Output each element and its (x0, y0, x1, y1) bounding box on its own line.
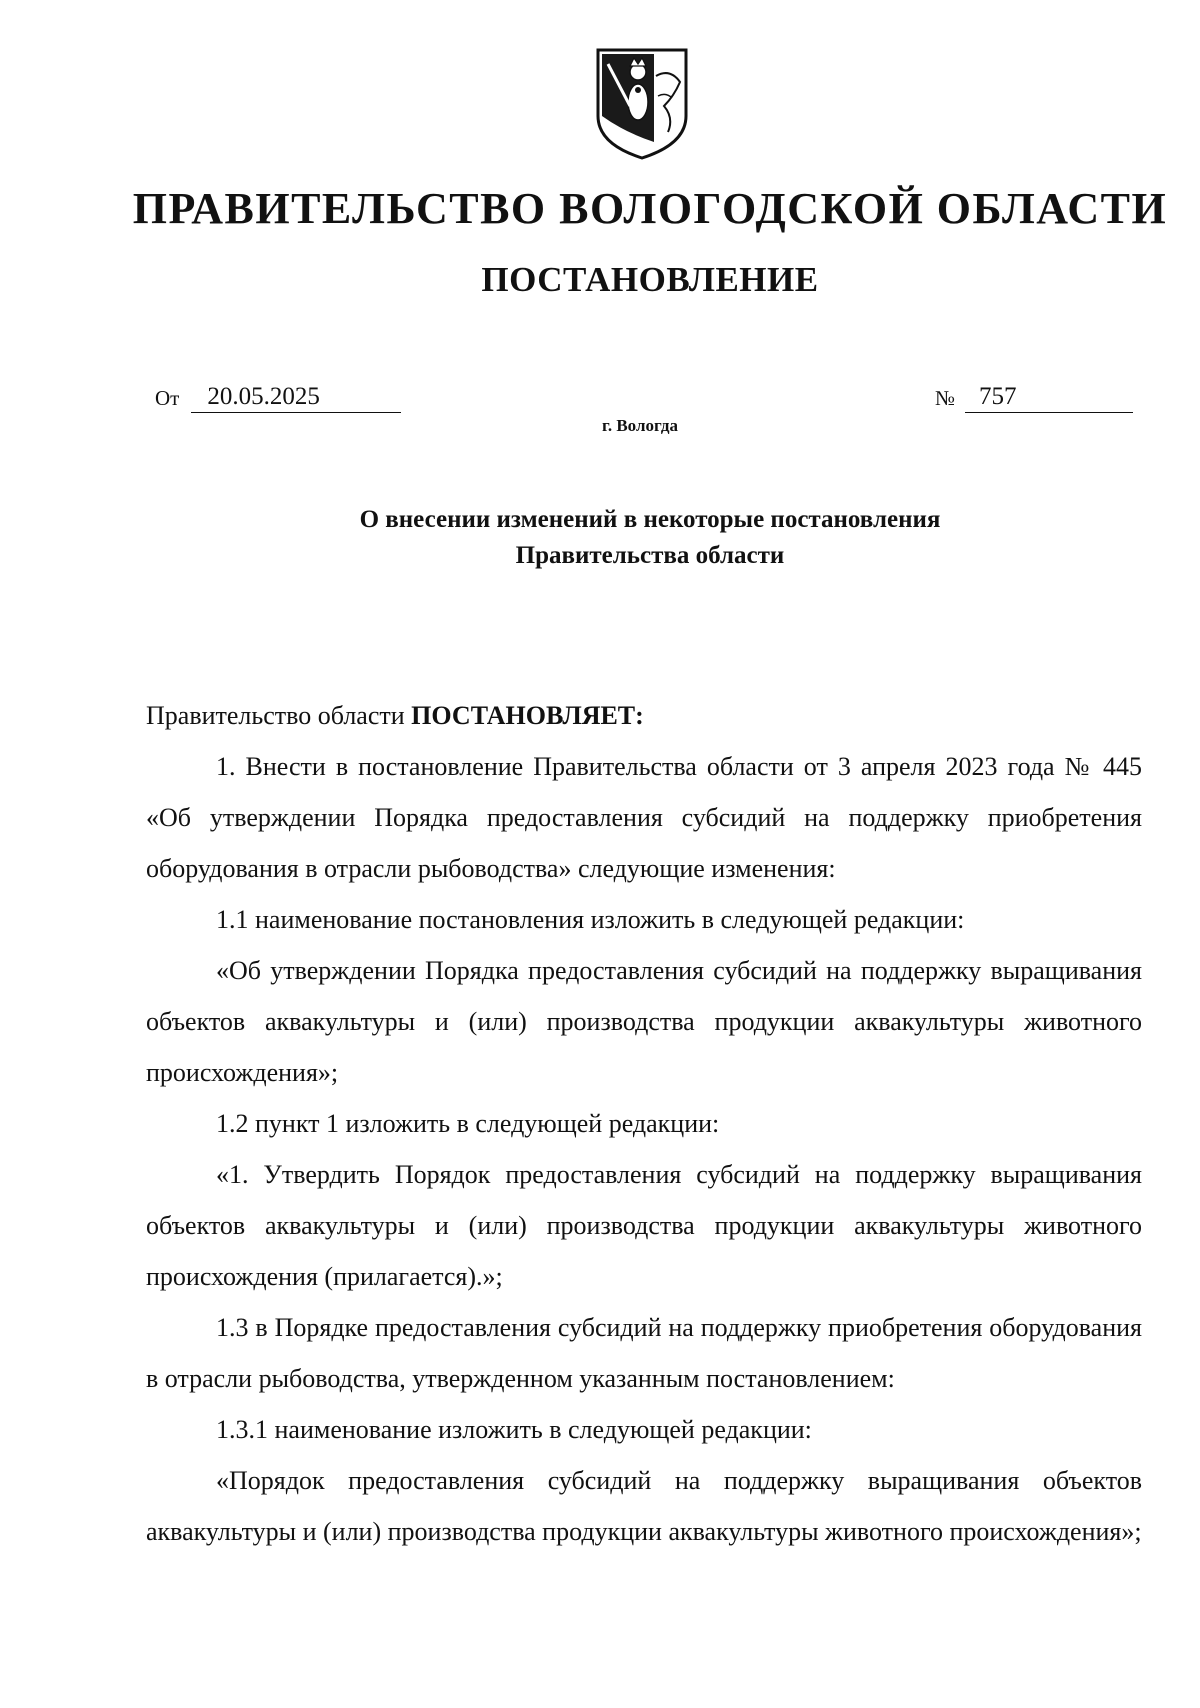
paragraph-1-2-quote: «1. Утвердить Порядок предоставления субсидий на поддержку выращивания объектов аквакультуры и (или) производства продукции аквакультуры животного происхождения (прилагается).»; (146, 1160, 1142, 1291)
paragraph-1: 1. Внести в постановление Правительства области от 3 апреля 2023 года № 445 «Об утверждении Порядка предоставления субсидий на поддержку приобретения оборудования в отрасли рыбоводства» следующие изменения: (146, 752, 1142, 883)
number-label: № (935, 386, 956, 410)
city-label: г. Вологда (602, 416, 678, 435)
date-label: От (155, 386, 180, 410)
paragraph-1-3: 1.3 в Порядке предоставления субсидий на поддержку приобретения оборудования в отрасли рыбоводства, утвержденном указанным постановлением: (146, 1313, 1142, 1393)
document-subject (150, 502, 1150, 574)
document-type-title: ПОСТАНОВЛЕНИЕ (481, 260, 819, 299)
vologda-coat-of-arms-icon (594, 46, 690, 162)
preamble-bold: ПОСТАНОВЛЯЕТ: (411, 701, 644, 730)
document-number-row (935, 382, 1133, 413)
date-value: 20.05.2025 (191, 382, 401, 413)
document-body (146, 690, 1142, 1557)
organization-title: ПРАВИТЕЛЬСТВО ВОЛОГОДСКОЙ ОБЛАСТИ (132, 184, 1168, 233)
preamble (146, 690, 1142, 741)
paragraph-1-3-1: 1.3.1 наименование изложить в следующей редакции: (216, 1415, 812, 1444)
subject-line-1: О внесении изменений в некоторые постановления (359, 506, 941, 533)
paragraph-1-3-1-quote: «Порядок предоставления субсидий на поддержку выращивания объектов аквакультуры и (или) производства продукции аквакультуры животного происхождения»; (146, 1466, 1142, 1546)
number-value: 757 (965, 382, 1133, 413)
paragraph-1-1-quote: «Об утверждении Порядка предоставления субсидий на поддержку выращивания объектов аквакультуры и (или) производства продукции аквакультуры животного происхождения»; (146, 956, 1142, 1087)
document-date-row (155, 382, 401, 413)
paragraph-1-1: 1.1 наименование постановления изложить в следующей редакции: (216, 905, 965, 934)
subject-line-2: Правительства области (515, 542, 785, 569)
preamble-text: Правительство области (146, 701, 412, 730)
paragraph-1-2: 1.2 пункт 1 изложить в следующей редакции: (216, 1109, 720, 1138)
